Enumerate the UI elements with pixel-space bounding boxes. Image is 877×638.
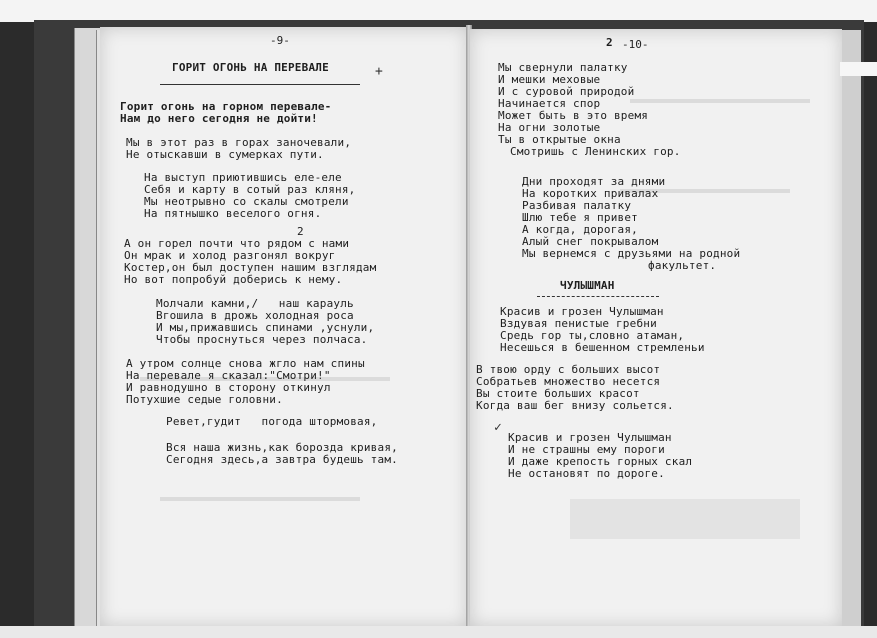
verse-line: И не страшны ему пороги: [508, 443, 665, 456]
stanza-2-left: [126, 137, 351, 161]
poem-title-left: ГОРИТ ОГОНЬ НА ПЕРЕВАЛЕ: [172, 61, 329, 74]
stanza-1-right: [498, 62, 681, 158]
plus-mark: +: [375, 64, 383, 79]
verse-line: Шлю тебе я привет: [522, 211, 638, 224]
verse-line: Вгошила в дрожь холодная роса: [156, 309, 354, 322]
verse-line: Может быть в это время: [498, 109, 649, 122]
verse-line: Горит огонь на горном перевале-: [120, 100, 332, 113]
stanza-8-left: [166, 442, 398, 466]
verse-line: Разбивая палатку: [522, 199, 632, 212]
verse-line: Средь гор ты,словно атаман,: [500, 329, 685, 342]
stanza-3-left: [144, 172, 356, 220]
check-mark: ✓: [494, 420, 502, 435]
verse-line: Но вот попробуй доберись к нему.: [124, 273, 343, 286]
verse-line: В твою орду с больших высот: [476, 363, 661, 376]
verse-line: Вздувая пенистые гребни: [500, 317, 657, 330]
verse-line: На огни золотые: [498, 121, 601, 134]
verse-line: Молчали камни,/ наш карауль: [156, 297, 354, 310]
verse-line: Нам до него сегодня не дойти!: [120, 112, 318, 125]
section-marker: 2: [297, 225, 304, 238]
stanza-5-left: [156, 298, 374, 346]
stanza-7-left: [166, 416, 378, 428]
verse-line: Сегодня здесь,а завтра будешь там.: [166, 453, 398, 466]
poem-title-right: ЧУЛЫШМАН: [560, 279, 615, 292]
verse-line: Мы вернемся с друзьями на родной: [522, 247, 741, 260]
verse-line: Красив и грозен Чулышман: [508, 431, 672, 444]
title-underline-right: [537, 296, 659, 298]
stanza-1-left: [120, 101, 332, 125]
verse-line: Чтобы проснуться через полчаса.: [156, 333, 368, 346]
verse-line: На пятнышко веселого огня.: [144, 207, 322, 220]
verse-line: И мешки меховые: [498, 73, 601, 86]
verse-line: Начинается спор: [498, 97, 601, 110]
verse-line: А когда, дорогая,: [522, 223, 638, 236]
stanza-4-left: [124, 238, 376, 286]
verse-line: Он мрак и холод разгонял вокруг: [124, 249, 336, 262]
verse-line: Вся наша жизнь,как борозда кривая,: [166, 441, 398, 454]
page-number-right: -10-: [622, 38, 649, 51]
verse-line: Дни проходят за днями: [522, 175, 666, 188]
verse-line: И равнодушно в сторону откинул: [126, 381, 331, 394]
verse-line: Мы свернули палатку: [498, 61, 628, 74]
verse-line: Не остановят по дороге.: [508, 467, 665, 480]
scan-bottom-margin: [0, 626, 877, 638]
verse-line: Смотришь с Ленинских гор.: [510, 145, 681, 158]
verse-line: На коротких привалах: [522, 187, 659, 200]
stanza-5-right: [508, 432, 692, 480]
paper-tab: [840, 62, 877, 76]
scan-top-margin: [0, 0, 877, 22]
verse-line: А утром солнце снова жгло нам спины: [126, 357, 365, 370]
verse-line: Собратьев множество несется: [476, 375, 661, 388]
verse-line: На перевале я сказал:"Смотри!": [126, 369, 331, 382]
verse-line: И даже крепость горных скал: [508, 455, 693, 468]
verse-line: Костер,он был доступен нашим взглядам: [124, 261, 377, 274]
verse-line: Красив и грозен Чулышман: [500, 305, 664, 318]
verse-line: А он горел почти что рядом с нами: [124, 237, 350, 250]
verse-line: Мы в этот раз в горах заночевали,: [126, 136, 352, 149]
verse-line: Алый снег покрывалом: [522, 235, 659, 248]
stanza-6-left: [126, 358, 365, 406]
verse-line: Ревет,гудит погода штормовая,: [166, 415, 378, 428]
verse-line: Мы неотрывно со скалы смотрели: [144, 195, 349, 208]
corner-mark: 2: [606, 36, 613, 49]
stanza-3-right: [500, 306, 705, 354]
verse-line: факультет.: [648, 259, 717, 272]
verse-line: Ты в открытые окна: [498, 133, 621, 146]
verse-line: И с суровой природой: [498, 85, 635, 98]
title-underline: [160, 84, 360, 85]
verse-line: Несешься в бешенном стремленьи: [500, 341, 705, 354]
verse-line: Потухшие седые головни.: [126, 393, 283, 406]
page-number-left: -9-: [270, 34, 290, 47]
verse-line: Вы стоите больших красот: [476, 387, 640, 400]
verse-line: Когда ваш бег внизу сольется.: [476, 399, 674, 412]
stanza-4-right: [476, 364, 674, 412]
verse-line: Себя и карту в сотый раз кляня,: [144, 183, 356, 196]
verse-line: На выступ приютившись еле-еле: [144, 171, 342, 184]
verse-line: Не отыскавши в сумерках пути.: [126, 148, 324, 161]
stanza-2-right: [522, 176, 740, 272]
verse-line: И мы,прижавшись спинами ,уснули,: [156, 321, 375, 334]
